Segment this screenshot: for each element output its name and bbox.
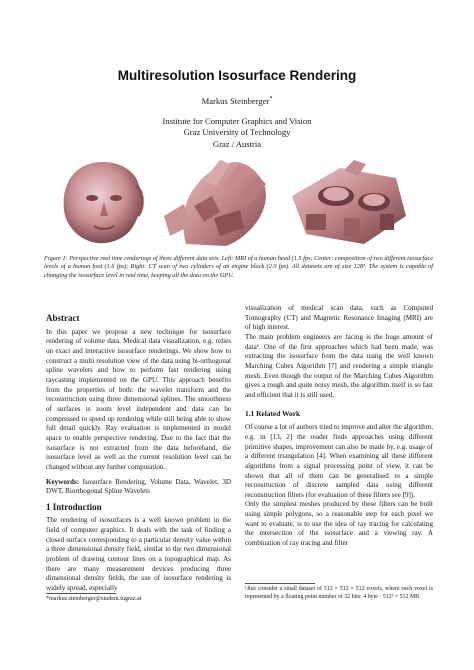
affiliation bbox=[0, 116, 474, 150]
author-name: Markus Steinberger bbox=[201, 96, 270, 106]
right-column bbox=[245, 304, 433, 549]
paragraph: The main problem engineers are facing is the huge amount of data¹. One of the first approaches which had been made, was extracting the isosurface from the data using the well known Marching Cubes Algorithm [7] and rendering a simple triangle mesh. Even though the output of the Marching Cubes Algorithm gives a rough and quite noisy mesh, the algorithm itself is so fast and efficient that it is still used. bbox=[245, 332, 433, 399]
left-column bbox=[46, 314, 231, 594]
related-work-heading: 1.1 Related Work bbox=[245, 408, 301, 418]
introduction-text: The rendering of isosurfaces is a well known problem in the field of computer graphics. It deals with the task of finding a closed surface corresponding to a particular density value within a three dimensional density field, similar to the two dimensional problem of drawing contour lines on a topographical map. As there are many measurement devices producing three dimensional density fields, the use of isosurface rendering is widely spread, especially bbox=[46, 516, 231, 593]
affiliation-line: Institute for Computer Graphics and Vision bbox=[162, 116, 312, 126]
engine-block-rendering bbox=[292, 160, 406, 244]
keywords bbox=[46, 478, 231, 497]
head-rendering bbox=[64, 162, 143, 243]
email-footnote: *markus.steinberger@student.tugraz.at bbox=[46, 596, 142, 602]
foot-rendering bbox=[164, 160, 266, 246]
author bbox=[0, 96, 474, 106]
teaser-figure bbox=[44, 156, 430, 248]
author-footnote-mark: * bbox=[269, 96, 273, 103]
paper-title: Multiresolution Isosurface Rendering bbox=[117, 68, 357, 83]
affiliation-line: Graz University of Technology bbox=[183, 127, 291, 138]
data-size-footnote: ¹Just consider a small dataset of 512 × 512 × 512 voxels, where each voxel is represented by a floating point number of 32 bits: 4 byte · 512³ = 512 MB bbox=[245, 586, 433, 600]
affiliation-line: Graz / Austria bbox=[212, 138, 262, 149]
keywords-text: Isosurface Rendering, Volume Data, Wavelet, 3D DWT, Biorthogonal Spline Wavelets bbox=[46, 477, 231, 496]
paragraph: Of course a lot of authors tried to improve and alter the algorithm, e.g. in [13, 2] the reader finds approaches using different primitive shapes, improvement can also be made by, e.g. usage of a different triangulation [4]. When examining all these different algorithms from a signal processing point of view, it can be shown that all of them can be generalised to a simple reconstruction of discrete sampled data using different reconstruction filters (for evaluation of these filters see [9]). bbox=[245, 423, 433, 499]
introduction-heading: 1 Introduction bbox=[46, 501, 102, 512]
footnote-rule bbox=[245, 583, 315, 584]
figure-caption: Figure 1: Perspective real time renderings of three different data sets. Left: MRI of a human head (1.5 fps; Center: composition of two different isosurface levels of a human foot (1.6 fps); Right: CT scan of two cylinders of an engine block (2.0 fps). All datasets are of size 128³. The system is capable of changing the isosurface level in real time, keeping all the data on the GPU. bbox=[44, 255, 433, 279]
paragraph: Only the simplest meshes produced by these filters can be built using simple polygons, so a reasonable step for each pixel we want to evaluate, is to use the idea of ray tracing for calculating the intersection of the isosurface and a viewing ray. A combination of ray tracing and filter bbox=[245, 500, 433, 548]
abstract-text: In this paper we propose a new technique for isosurface rendering of volume data. Medical data visualization, e.g. relies on exact and interactive isosurface renderings. We show how to construct a multi resolution view of the data using bi-orthogonal spline wavelets and how to perform fast rendering using raycasting implemented on the GPU. This approach benefits from the properties of both: the wavelet transform and the reconstruction using three dimensional splines. The smoothness of surfaces is zoom level independent and data can be compressed to speed up rendering while still being able to show full detail quickly. Ray evaluation is implemented in model space to enable perspective rendering. Due to the fact that the isosurface is not extracted from the data beforehand, the isosurface level as well as the current resolution level can be changed without any further computation. bbox=[46, 327, 231, 471]
keywords-label: Keywords: bbox=[46, 477, 80, 486]
paragraph: visualization of medical scan data, such as Computed Tomography (CT) and Magnetic Resonance Imaging (MRI) are of high interest. bbox=[245, 304, 433, 332]
footnote-rule bbox=[46, 593, 116, 594]
abstract-heading: Abstract bbox=[46, 313, 80, 323]
